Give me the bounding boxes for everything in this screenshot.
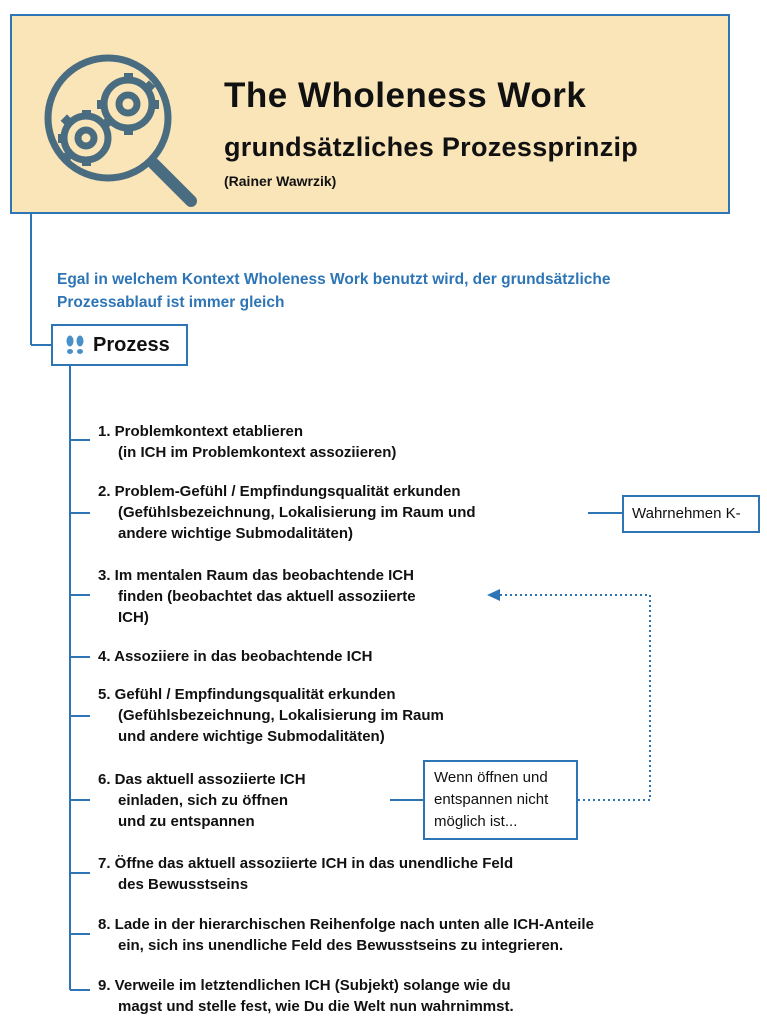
step-3-line-3: ICH) [118, 609, 149, 626]
step-6-line-2: einladen, sich zu öffnen [118, 792, 289, 809]
intro-text [57, 268, 707, 314]
callout-wenn-line-1: Wenn öffnen und [434, 769, 548, 786]
prozess-node [51, 324, 188, 366]
step-4-line-1: 4. Assoziiere in das beobachtende ICH [98, 648, 373, 665]
callout-wenn-line-3: möglich ist... [434, 813, 518, 830]
step-4 [98, 646, 373, 667]
step-3 [98, 565, 416, 628]
intro-line-1: Egal in welchem Kontext Wholeness Work benutzt wird, der grundsätzliche [57, 271, 611, 288]
author-label: (Rainer Wawrzik) [224, 173, 337, 189]
step-2-line-3: andere wichtige Submodalitäten) [118, 525, 354, 542]
intro-line-2: Prozessablauf ist immer gleich [57, 294, 285, 311]
step-8-line-1: 8. Lade in der hierarchischen Reihenfolge nach unten alle ICH-Anteile [98, 916, 594, 933]
step-7-line-1: 7. Öffne das aktuell assoziierte ICH in das unendliche Feld [98, 855, 514, 872]
callout-wenn [423, 760, 578, 840]
step-1-line-2: (in ICH im Problemkontext assoziieren) [118, 444, 397, 461]
step-1 [98, 421, 396, 463]
step-9-line-1: 9. Verweile im letztendlichen ICH (Subjekt) solange wie du [98, 977, 511, 994]
step-9 [98, 975, 514, 1017]
gears-magnifier-icon [36, 46, 206, 216]
step-8-line-2: ein, sich ins unendliche Feld des Bewusstseins zu integrieren. [118, 937, 564, 954]
step-3-line-1: 3. Im mentalen Raum das beobachtende ICH [98, 567, 414, 584]
callout-wenn-line-2: entspannen nicht [434, 791, 549, 808]
step-5-line-2: (Gefühlsbezeichnung, Lokalisierung im Raum [118, 707, 444, 724]
step-8 [98, 914, 594, 956]
header-box [10, 14, 730, 214]
step-5 [98, 684, 444, 747]
step-6-line-3: und zu entspannen [118, 813, 255, 830]
step-9-line-2: magst und stelle fest, wie Du die Welt nun wahrnimmst. [118, 998, 514, 1015]
page-title: The Wholeness Work [224, 76, 587, 115]
step-5-line-3: und andere wichtige Submodalitäten) [118, 728, 385, 745]
callout-wahrnehmen: Wahrnehmen K- [622, 495, 760, 533]
step-3-line-2: finden (beobachtet das aktuell assoziierte [118, 588, 416, 605]
page-subtitle: grundsätzliches Prozessprinzip [224, 132, 639, 162]
step-5-line-1: 5. Gefühl / Empfindungsqualität erkunden [98, 686, 396, 703]
step-2-line-2: (Gefühlsbezeichnung, Lokalisierung im Raum und [118, 504, 476, 521]
footsteps-icon [64, 335, 86, 357]
step-1-line-1: 1. Problemkontext etablieren [98, 423, 304, 440]
step-7 [98, 853, 513, 895]
step-6-line-1: 6. Das aktuell assoziierte ICH [98, 771, 306, 788]
step-2-line-1: 2. Problem-Gefühl / Empfindungsqualität erkunden [98, 483, 461, 500]
prozess-label: Prozess [93, 334, 170, 356]
step-6 [98, 769, 306, 832]
step-2 [98, 481, 476, 544]
step-7-line-2: des Bewusstseins [118, 876, 249, 893]
